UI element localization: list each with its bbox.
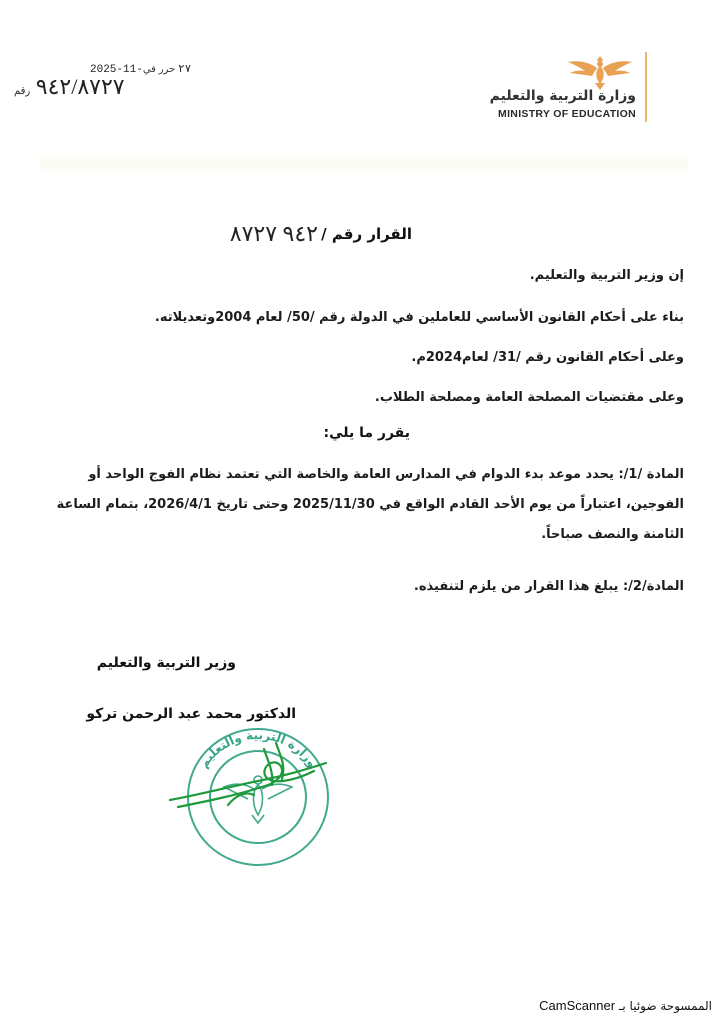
reference-number-label: رقم	[14, 86, 31, 97]
article-1-text: يحدد موعد بدء الدوام في المدارس العامة والخاصة التي تعتمد نظام الفوج الواحد أو الفوجين، اعتباراً من يوم الأحد القادم الواقع في 2025/11/30 وحتى تاريخ 2026/4/1، بتمام الساعة الثامنة والنصف صباحاً.	[56, 467, 684, 542]
article-2	[34, 572, 684, 602]
scanner-footer	[539, 998, 712, 1013]
svg-text:وزارة التربية والتعليم	[196, 728, 319, 771]
reference-number-value: ٩٤٢/٨٧٢٧	[35, 74, 125, 99]
article-1	[34, 460, 684, 550]
preamble-line-1: إن وزير التربية والتعليم.	[529, 268, 684, 283]
preamble-line-2: بناء على أحكام القانون الأساسي للعاملين في الدولة رقم /50/ لعام 2004وتعديلاته.	[154, 310, 684, 325]
ministry-name-ar: وزارة التربية والتعليم	[489, 88, 636, 104]
decides-heading: يقرر ما يلي:	[323, 425, 410, 441]
signatory-title: وزير التربية والتعليم	[96, 655, 236, 671]
decree-title: القرار رقم /	[321, 225, 412, 243]
ministry-name-en: MINISTRY OF EDUCATION	[498, 108, 636, 120]
official-stamp	[168, 725, 348, 875]
header-divider	[645, 52, 647, 122]
scan-artifact-band	[40, 150, 688, 176]
reference-date-label: حرر في	[142, 64, 176, 75]
reference-number	[14, 74, 125, 100]
footer-brand: CamScanner	[539, 998, 616, 1013]
eagle-icon	[565, 52, 635, 92]
decree-number: ٩٤٢ ٨٧٢٧	[229, 221, 318, 246]
preamble-line-3: وعلى أحكام القانون رقم /31/ لعام2024م.	[411, 350, 684, 365]
article-2-text: يبلغ هذا القرار من يلزم لتنفيذه.	[413, 579, 619, 594]
signatory-name: الدكتور محمد عبد الرحمن تركو	[86, 706, 296, 722]
article-2-label: المادة/2/:	[622, 579, 684, 594]
stamp-graphic	[168, 725, 348, 875]
reference-date-value: 2025-11-٢٧	[90, 64, 192, 76]
article-1-label: المادة /1/:	[618, 467, 684, 482]
preamble-line-4: وعلى مقتضيات المصلحة العامة ومصلحة الطلاب.	[374, 390, 684, 405]
stamp-ring-text: وزارة التربية والتعليم	[196, 727, 320, 771]
footer-prefix: الممسوحة ضوئيا بـ	[618, 999, 712, 1013]
